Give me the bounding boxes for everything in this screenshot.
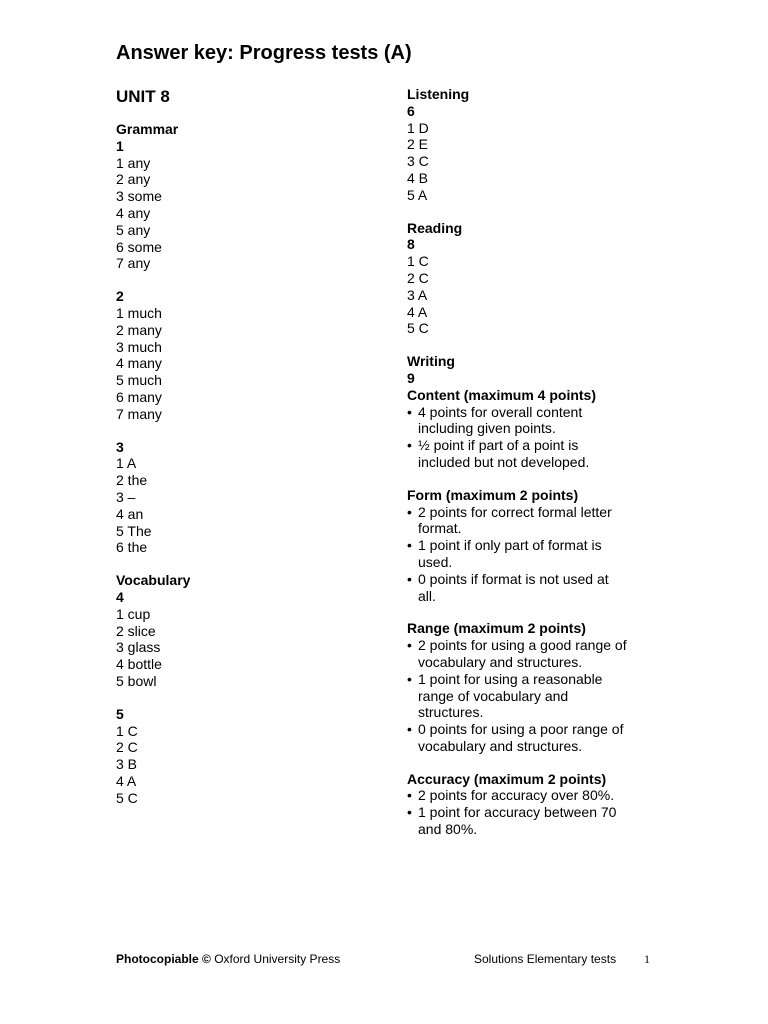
question-number-8: 8 <box>407 236 415 253</box>
answer-block-3 <box>116 439 376 557</box>
left-sections <box>116 121 376 806</box>
answer-item: 3 some <box>116 188 162 205</box>
unit-heading: UNIT 8 <box>116 87 170 106</box>
criterion-item <box>407 504 667 538</box>
criterion-title: Form (maximum 2 points) <box>407 486 579 503</box>
answer-block-6 <box>407 86 667 204</box>
answer-item: 7 many <box>116 405 162 422</box>
bullet-icon: • <box>407 437 412 454</box>
criterion-line: 4 points for overall content <box>418 403 583 420</box>
left-column <box>116 86 376 822</box>
criterion-line: 1 point for accuracy between 70 <box>418 804 617 821</box>
question-number-3: 3 <box>116 438 124 455</box>
answer-item: 3 much <box>116 338 162 355</box>
answer-item: 6 many <box>116 388 162 405</box>
answer-item: 1 much <box>116 304 162 321</box>
criterion-line: all. <box>418 587 436 604</box>
answer-item: 1 C <box>407 253 429 270</box>
criterion-block <box>407 771 667 838</box>
section-title-listening: Listening <box>407 86 470 102</box>
bullet-icon: • <box>407 670 412 687</box>
answer-item: 4 B <box>407 169 429 186</box>
question-number-1: 1 <box>116 137 124 154</box>
right-sections <box>407 86 667 337</box>
criterion-item <box>407 671 667 721</box>
answer-item: 2 many <box>116 321 162 338</box>
book-title: Solutions Elementary tests <box>474 952 617 966</box>
answer-item: 5 any <box>116 221 151 238</box>
section-title-grammar: Grammar <box>116 121 179 137</box>
page-number: 1 <box>644 952 650 966</box>
criterion-line: 2 points for correct formal letter <box>418 503 612 520</box>
answer-item: 4 A <box>407 303 428 320</box>
copyright-symbol: © <box>202 952 211 966</box>
question-number-9: 9 <box>407 369 415 386</box>
bullet-icon: • <box>407 503 412 520</box>
criterion-item <box>407 804 667 838</box>
criterion-line: vocabulary and structures. <box>418 737 583 754</box>
criterion-item <box>407 721 667 755</box>
section-title-vocabulary: Vocabulary <box>116 572 191 589</box>
criterion-item <box>407 787 667 804</box>
bullet-icon: • <box>407 637 412 654</box>
answer-block-5 <box>116 706 376 807</box>
criterion-line: used. <box>418 553 453 570</box>
answer-item: 2 E <box>407 136 429 153</box>
answer-item: 6 some <box>116 238 162 255</box>
criterion-item <box>407 571 667 605</box>
answer-item: 2 slice <box>116 622 156 639</box>
section-title-reading: Reading <box>407 219 463 236</box>
answer-block-2 <box>116 288 376 422</box>
answer-item: 4 A <box>116 772 137 789</box>
criterion-line: 0 points if format is not used at <box>418 570 609 587</box>
answer-item: 1 cup <box>116 605 151 622</box>
question-number-6: 6 <box>407 102 415 119</box>
criterion-block <box>407 487 667 605</box>
answer-block-4 <box>116 572 376 690</box>
answer-block-1 <box>116 121 376 272</box>
answer-item: 2 C <box>407 269 429 286</box>
answer-item: 7 any <box>116 255 151 272</box>
writing-criteria <box>407 387 667 838</box>
criterion-title: Accuracy (maximum 2 points) <box>407 770 607 787</box>
criterion-title: Range (maximum 2 points) <box>407 620 586 637</box>
criterion-line: 0 points for using a poor range of <box>418 721 624 738</box>
bullet-icon: • <box>407 570 412 587</box>
question-number-4: 4 <box>116 588 124 605</box>
answer-item: 4 an <box>116 505 144 522</box>
bullet-icon: • <box>407 787 412 804</box>
criterion-line: 1 point for using a reasonable <box>418 670 603 687</box>
answer-item: 1 D <box>407 119 429 136</box>
criterion-title: Content (maximum 4 points) <box>407 386 597 403</box>
criterion-line: 2 points for accuracy over 80%. <box>418 787 615 804</box>
answer-item: 4 many <box>116 355 162 372</box>
answer-item: 6 the <box>116 539 148 556</box>
criterion-item <box>407 637 667 671</box>
criterion-line: 2 points for using a good range of <box>418 637 627 654</box>
criterion-line: including given points. <box>418 420 556 437</box>
criterion-line: and 80%. <box>418 821 478 838</box>
bullet-icon: • <box>407 537 412 554</box>
answer-item: 1 any <box>116 154 151 171</box>
question-number-5: 5 <box>116 705 124 722</box>
answer-item: 1 A <box>116 455 137 472</box>
question-number-2: 2 <box>116 288 124 305</box>
criterion-block <box>407 620 667 754</box>
answer-item: 3 C <box>407 153 429 170</box>
answer-item: 4 bottle <box>116 656 162 673</box>
answer-item: 2 any <box>116 171 151 188</box>
answer-item: 5 C <box>407 320 429 337</box>
answer-item: 5 A <box>407 186 428 203</box>
publisher-name: Oxford University Press <box>214 952 341 966</box>
bullet-icon: • <box>407 721 412 738</box>
answer-item: 5 bowl <box>116 672 157 689</box>
answer-item: 3 glass <box>116 639 161 656</box>
answer-item: 3 B <box>116 756 138 773</box>
criterion-line: included but not developed. <box>418 453 590 470</box>
criterion-line: format. <box>418 520 462 537</box>
page-title: Answer key: Progress tests (A) <box>116 42 412 64</box>
criterion-line: structures. <box>418 704 484 721</box>
answer-item: 2 the <box>116 472 148 489</box>
photocopiable-label: Photocopiable <box>116 952 199 966</box>
criterion-item <box>407 437 667 471</box>
answer-item: 5 C <box>116 789 138 806</box>
answer-block-8 <box>407 220 667 338</box>
answer-item: 4 any <box>116 204 151 221</box>
bullet-icon: • <box>407 804 412 821</box>
criterion-item <box>407 404 667 438</box>
criterion-item <box>407 537 667 571</box>
criterion-line: 1 point if only part of format is <box>418 537 602 554</box>
criterion-block <box>407 387 667 471</box>
right-column <box>407 86 667 854</box>
answer-item: 5 The <box>116 522 152 539</box>
bullet-icon: • <box>407 403 412 420</box>
criterion-line: range of vocabulary and <box>418 687 569 704</box>
criterion-line: vocabulary and structures. <box>418 653 583 670</box>
writing-section <box>407 353 667 838</box>
answer-item: 1 C <box>116 722 138 739</box>
answer-item: 3 – <box>116 488 136 505</box>
answer-item: 5 much <box>116 372 162 389</box>
answer-item: 2 C <box>116 739 138 756</box>
criterion-line: ½ point if part of a point is <box>418 437 579 454</box>
section-title-writing: Writing <box>407 353 455 370</box>
footer-left <box>116 952 340 967</box>
answer-item: 3 A <box>407 286 428 303</box>
